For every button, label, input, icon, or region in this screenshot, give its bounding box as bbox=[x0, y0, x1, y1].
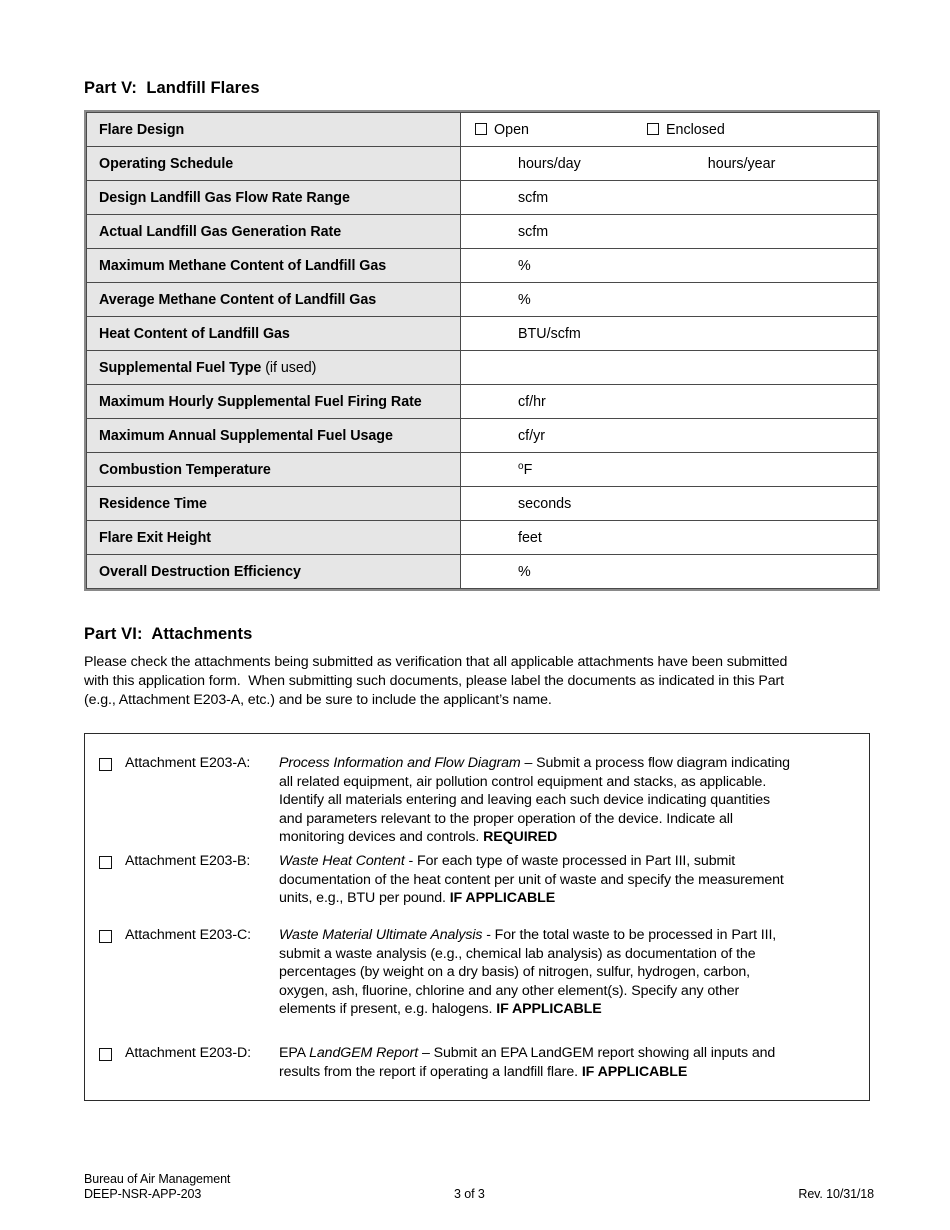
description-line bbox=[279, 963, 853, 982]
table-row bbox=[87, 283, 878, 317]
attachment-checkbox-cell[interactable] bbox=[85, 926, 125, 948]
description-line bbox=[279, 982, 853, 1001]
attachment-label: Attachment E203-C: bbox=[125, 927, 251, 943]
flare-design-option-open[interactable] bbox=[475, 122, 529, 138]
flare-row-value bbox=[461, 453, 878, 487]
unit-label: feet bbox=[518, 529, 542, 546]
attachment-item[interactable] bbox=[85, 926, 869, 1019]
flare-row-value bbox=[461, 181, 878, 215]
flare-row-label: Average Methane Content of Landfill Gas bbox=[87, 283, 461, 317]
checkbox-icon[interactable] bbox=[99, 930, 112, 943]
checkbox-label: Enclosed bbox=[665, 121, 725, 138]
unit-label: seconds bbox=[518, 495, 572, 512]
checkbox-icon[interactable] bbox=[99, 856, 112, 869]
table-row bbox=[87, 351, 878, 385]
flare-row-label: Actual Landfill Gas Generation Rate bbox=[87, 215, 461, 249]
table-row bbox=[87, 317, 878, 351]
text-run: - For the total waste to be processed in Part III, bbox=[482, 927, 777, 943]
emphasis-bold: IF APPLICABLE bbox=[496, 1001, 602, 1018]
attachment-checkbox-cell[interactable] bbox=[85, 852, 125, 874]
unit-label: % bbox=[518, 257, 531, 274]
intro-line: (e.g., Attachment E203-A, etc.) and be sure to include the applicant’s name. bbox=[84, 692, 552, 709]
unit-label: scfm bbox=[518, 189, 549, 206]
text-run: elements if present, e.g. halogens. bbox=[279, 1001, 497, 1018]
flare-row-value bbox=[461, 385, 878, 419]
checkbox-icon[interactable] bbox=[475, 123, 487, 135]
part-vi-heading: Part VI: Attachments bbox=[84, 625, 253, 643]
description-line bbox=[279, 926, 853, 945]
table-row bbox=[87, 555, 878, 589]
text-run: percentages (by weight on a dry basis) of nitrogen, sulfur, hydrogen, carbon, bbox=[279, 964, 751, 981]
attachment-checkbox-cell[interactable] bbox=[85, 754, 125, 776]
unit-label: cf/yr bbox=[518, 427, 546, 444]
attachments-checklist-box bbox=[84, 733, 870, 1101]
unit-label: BTU/scfm bbox=[518, 325, 581, 342]
checkbox-icon[interactable] bbox=[99, 1048, 112, 1061]
flare-row-label: Operating Schedule bbox=[87, 147, 461, 181]
checkbox-label: Open bbox=[494, 121, 529, 138]
unit-label-primary: hours/day bbox=[518, 155, 581, 172]
table-row bbox=[87, 181, 878, 215]
attachment-item[interactable] bbox=[85, 852, 869, 908]
description-line bbox=[279, 871, 853, 890]
checkbox-icon[interactable] bbox=[647, 123, 659, 135]
unit-label: cf/hr bbox=[518, 393, 546, 410]
flare-row-label: Flare Exit Height bbox=[87, 521, 461, 555]
emphasis-bold: REQUIRED bbox=[483, 829, 558, 846]
text-run: and parameters relevant to the proper operation of the device. Indicate all bbox=[279, 810, 733, 827]
description-line bbox=[279, 1000, 853, 1019]
table-row bbox=[87, 453, 878, 487]
attachment-label: Attachment E203-D: bbox=[125, 1045, 251, 1061]
attachment-checkbox-cell[interactable] bbox=[85, 1044, 125, 1066]
description-line bbox=[279, 852, 853, 871]
flare-row-label: Combustion Temperature bbox=[87, 453, 461, 487]
flare-row-label: Flare Design bbox=[87, 113, 461, 147]
flare-row-value bbox=[461, 249, 878, 283]
emphasis-italic: Waste Heat Content bbox=[279, 853, 405, 869]
unit-label-secondary: hours/year bbox=[707, 155, 776, 172]
text-run: units, e.g., BTU per pound. bbox=[279, 890, 450, 907]
flare-row-value bbox=[461, 215, 878, 249]
description-line bbox=[279, 1044, 853, 1063]
unit-label: scfm bbox=[518, 223, 549, 240]
flare-row-label-note: (if used) bbox=[261, 359, 317, 376]
text-run: – Submit a process flow diagram indicating bbox=[520, 755, 790, 771]
attachment-description bbox=[279, 852, 869, 908]
flare-row-label: Overall Destruction Efficiency bbox=[87, 555, 461, 589]
attachment-description bbox=[279, 1044, 869, 1081]
text-run: all related equipment, air pollution control equipment and stacks, as applicable. bbox=[279, 773, 767, 790]
attachment-label: Attachment E203-B: bbox=[125, 853, 251, 869]
flare-row-label: Maximum Annual Supplemental Fuel Usage bbox=[87, 419, 461, 453]
intro-line: Please check the attachments being submitted as verification that all applicable attachments have been submitted bbox=[84, 654, 788, 670]
flare-row-label: Maximum Methane Content of Landfill Gas bbox=[87, 249, 461, 283]
text-run: Identify all materials entering and leaving each such device indicating quantities bbox=[279, 792, 771, 809]
emphasis-italic: Waste Material Ultimate Analysis bbox=[279, 927, 483, 943]
text-run: monitoring devices and controls. bbox=[279, 829, 484, 846]
text-run: EPA bbox=[279, 1045, 310, 1061]
description-line bbox=[279, 889, 853, 908]
text-run: results from the report if operating a landfill flare. bbox=[279, 1063, 582, 1080]
table-row bbox=[87, 215, 878, 249]
attachment-label: Attachment E203-A: bbox=[125, 755, 251, 771]
landfill-flares-table-body bbox=[87, 113, 878, 589]
flare-row-value bbox=[461, 317, 878, 351]
flare-row-value bbox=[461, 521, 878, 555]
text-run: - For each type of waste processed in Part III, submit bbox=[404, 853, 736, 869]
part-v-heading: Part V: Landfill Flares bbox=[84, 79, 260, 97]
text-run: – Submit an EPA LandGEM report showing all inputs and bbox=[418, 1045, 776, 1061]
landfill-flares-table bbox=[84, 110, 880, 591]
flare-row-label: Residence Time bbox=[87, 487, 461, 521]
flare-row-value bbox=[461, 147, 878, 181]
flare-row-value bbox=[461, 113, 878, 147]
unit-label: F bbox=[523, 462, 533, 478]
table-row bbox=[87, 113, 878, 147]
text-run: oxygen, ash, fluorine, chlorine and any other element(s). Specify any other bbox=[279, 982, 740, 999]
flare-row-label: Supplemental Fuel Type (if used) bbox=[87, 351, 461, 385]
flare-row-value bbox=[461, 351, 878, 385]
emphasis-bold: IF APPLICABLE bbox=[449, 890, 556, 907]
intro-line: with this application form. When submitting such documents, please label the documents as indicated in this Part bbox=[84, 673, 785, 690]
flare-design-option-enclosed[interactable] bbox=[647, 122, 725, 138]
table-row bbox=[87, 147, 878, 181]
footer-form-id: DEEP-NSR-APP-203 bbox=[84, 1187, 202, 1201]
description-line bbox=[279, 945, 853, 964]
unit-label: % bbox=[518, 563, 531, 580]
text-run: submit a waste analysis (e.g., chemical lab analysis) as documentation of the bbox=[279, 945, 756, 962]
table-row bbox=[87, 521, 878, 555]
description-line bbox=[279, 810, 853, 829]
description-line bbox=[279, 828, 853, 847]
checkbox-icon[interactable] bbox=[99, 758, 112, 771]
flare-row-value bbox=[461, 419, 878, 453]
flare-row-label: Design Landfill Gas Flow Rate Range bbox=[87, 181, 461, 215]
table-row bbox=[87, 419, 878, 453]
attachment-item[interactable] bbox=[85, 754, 869, 847]
part-vi-intro-text bbox=[84, 653, 874, 711]
attachment-item[interactable] bbox=[85, 1044, 869, 1081]
table-row bbox=[87, 487, 878, 521]
table-row bbox=[87, 385, 878, 419]
footer-page-number: 3 of 3 bbox=[454, 1187, 485, 1201]
flare-row-label: Maximum Hourly Supplemental Fuel Firing Rate bbox=[87, 385, 461, 419]
description-line bbox=[279, 773, 853, 792]
degree-symbol: o bbox=[518, 461, 524, 472]
attachment-description bbox=[279, 926, 869, 1019]
footer-revision: Rev. 10/31/18 bbox=[798, 1187, 874, 1201]
flare-row-value bbox=[461, 283, 878, 317]
flare-row-value bbox=[461, 555, 878, 589]
attachment-description bbox=[279, 754, 869, 847]
description-line bbox=[279, 791, 853, 810]
flare-row-label: Heat Content of Landfill Gas bbox=[87, 317, 461, 351]
table-row bbox=[87, 249, 878, 283]
unit-label: % bbox=[518, 291, 531, 308]
description-line bbox=[279, 754, 853, 773]
footer-bureau: Bureau of Air Management bbox=[84, 1172, 231, 1186]
emphasis-bold: IF APPLICABLE bbox=[581, 1063, 688, 1080]
description-line bbox=[279, 1063, 853, 1082]
text-run: documentation of the heat content per unit of waste and specify the measurement bbox=[279, 871, 784, 888]
emphasis-italic: Process Information and Flow Diagram bbox=[279, 755, 521, 771]
flare-row-value bbox=[461, 487, 878, 521]
emphasis-italic: LandGEM Report bbox=[309, 1045, 419, 1061]
